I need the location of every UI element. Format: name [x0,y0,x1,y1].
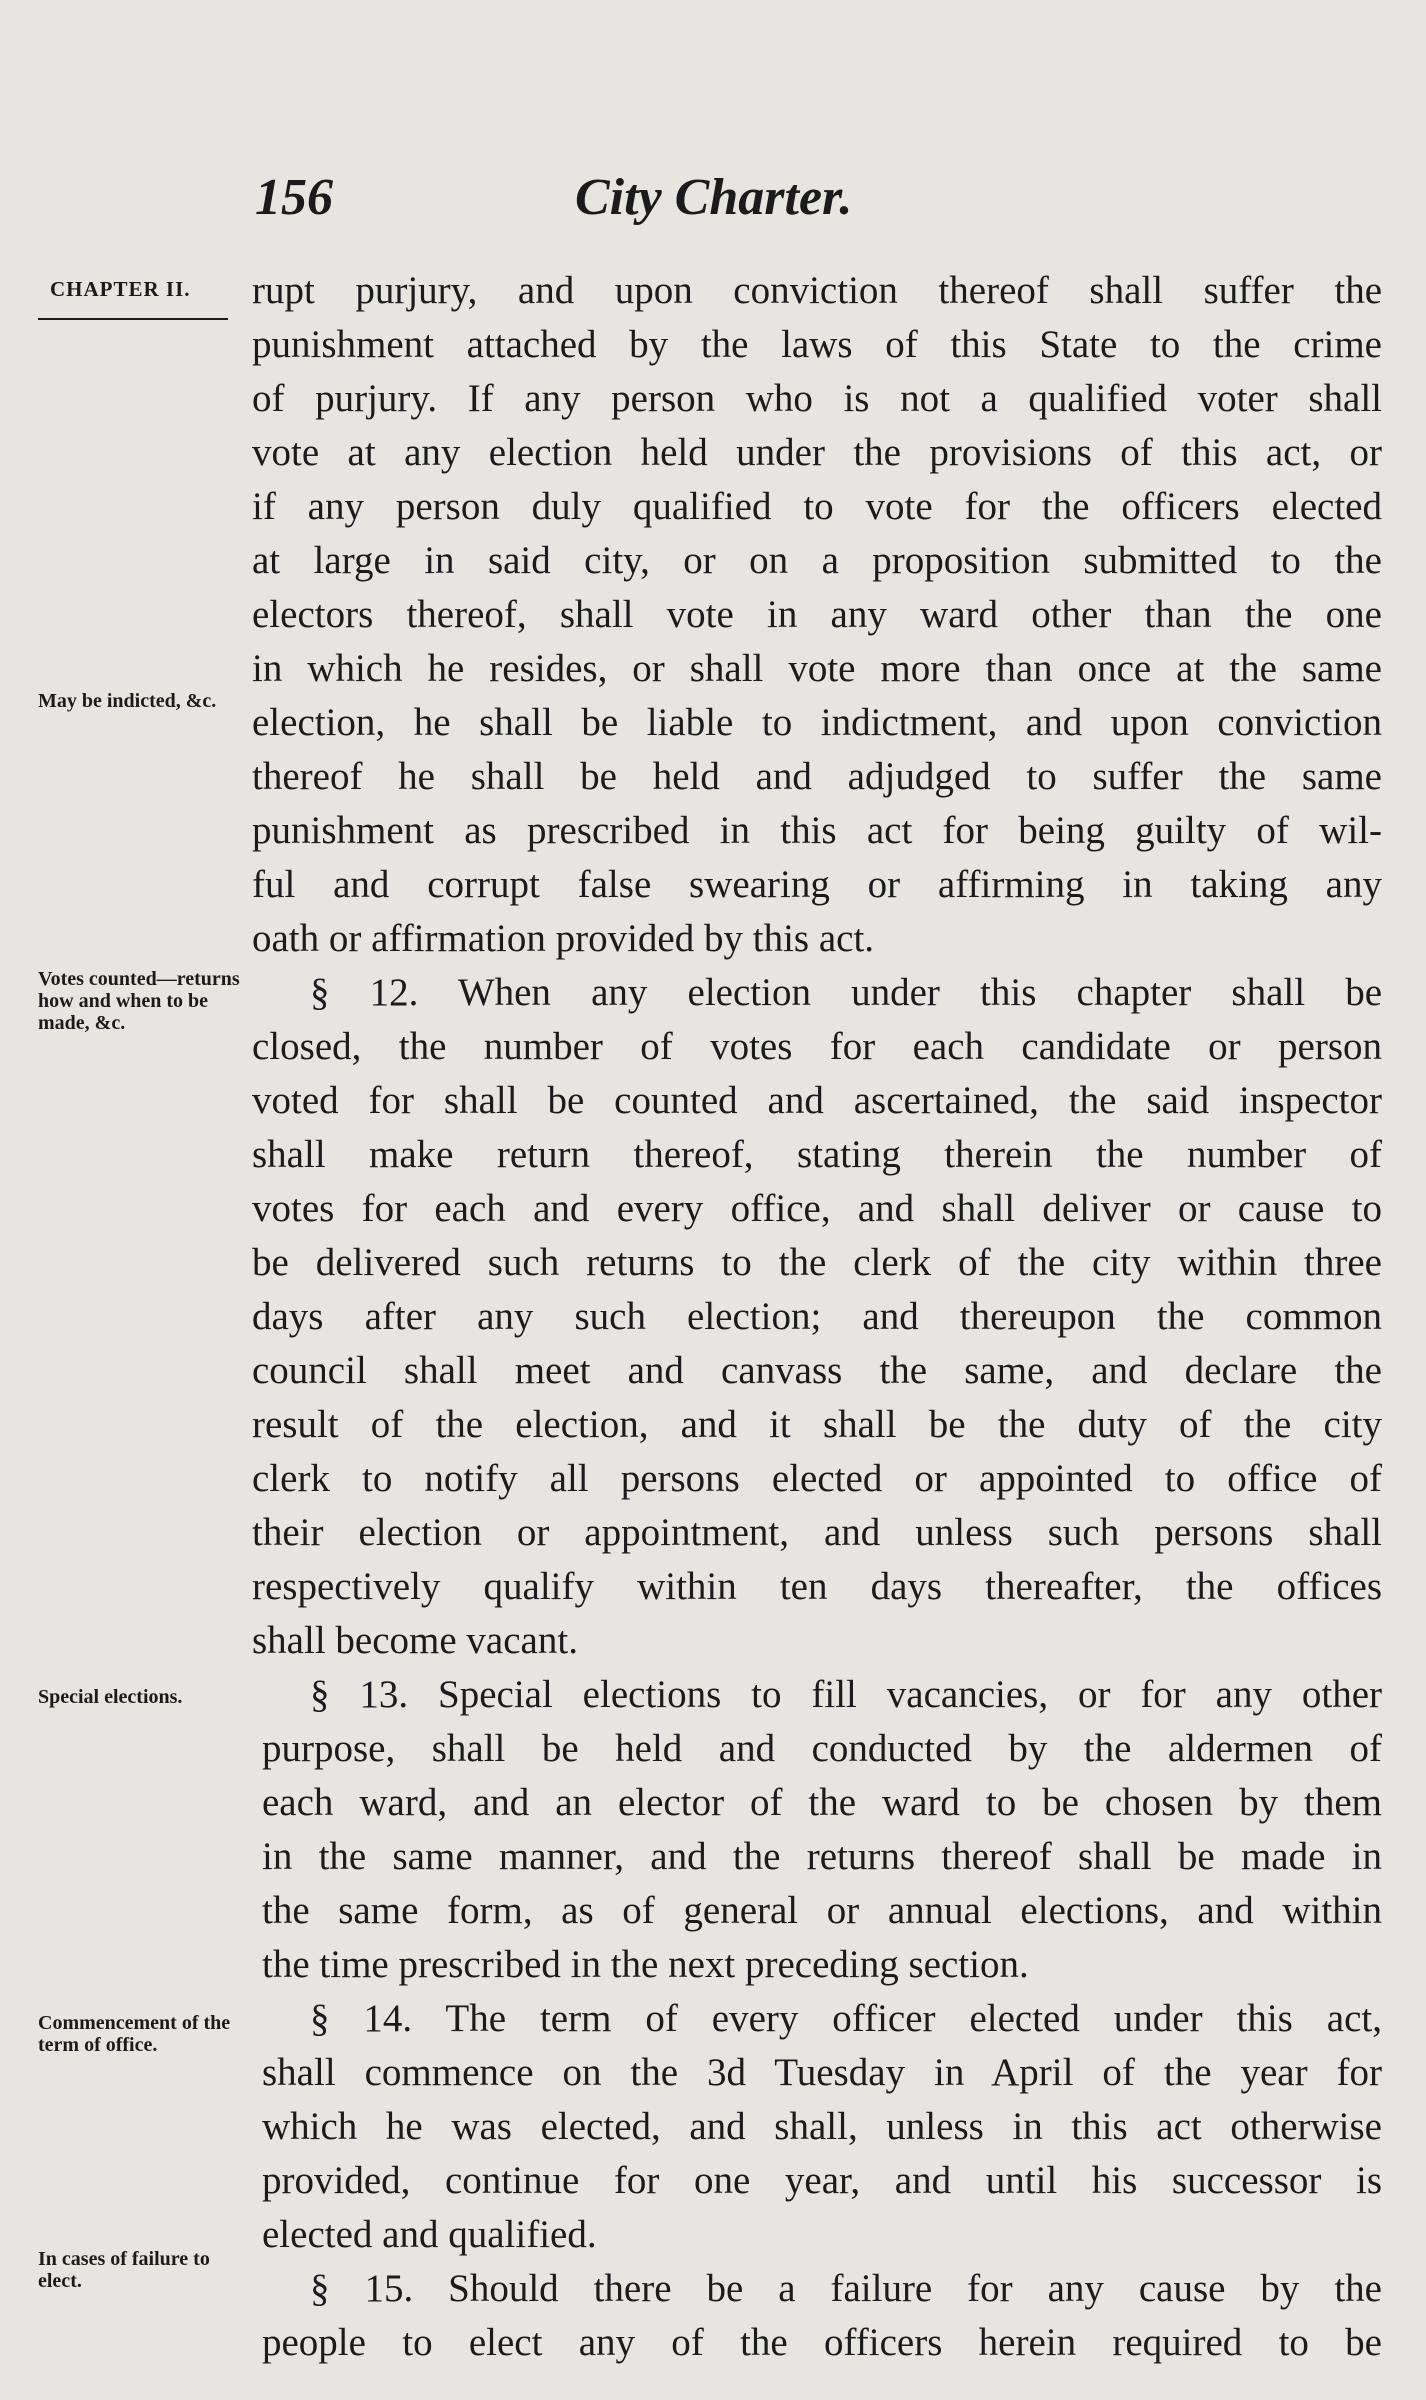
body-line: council shall meet and canvass the same, and declare the [252,1349,1382,1392]
chapter-label: CHAPTER II. [50,277,191,301]
body-line: respectively qualify within ten days thereafter, the offices [252,1565,1382,1608]
running-title: City Charter. [575,169,853,226]
chapter-rule [38,318,228,320]
body-line: closed, the number of votes for each candidate or person [252,1025,1382,1068]
body-line: the same form, as of general or annual elections, and within [262,1889,1382,1932]
body-line: in the same manner, and the returns thereof shall be made in [262,1835,1382,1878]
body-line: punishment as prescribed in this act for being guilty of wil- [252,809,1382,852]
body-line: oath or affirmation provided by this act. [252,917,875,960]
body-line: each ward, and an elector of the ward to be chosen by them [262,1781,1382,1824]
page-header [255,168,985,227]
body-line: which he was elected, and shall, unless in this act otherwise [262,2105,1382,2148]
body-line: clerk to notify all persons elected or appointed to office of [252,1457,1382,1500]
margin-note-indicted: May be indicted, &c. [38,690,217,712]
section-14-start: § 14. The term of every officer elected under this act, [310,1997,1382,2040]
body-line: election, he shall be liable to indictment, and upon conviction [252,701,1382,744]
body-line: their election or appointment, and unless such persons shall [252,1511,1382,1554]
section-15-start: § 15. Should there be a failure for any cause by the [310,2267,1382,2310]
body-line: people to elect any of the officers herein required to be [262,2321,1382,2364]
body-line: vote at any election held under the provisions of this act, or [252,431,1382,474]
section-13-start: § 13. Special elections to fill vacancies, or for any other [310,1673,1382,1716]
page-number: 156 [255,169,333,226]
margin-note-special-elections: Special elections. [38,1686,183,1708]
body-line: elected and qualified. [262,2213,597,2256]
margin-note-failure-to-elect: In cases of failure to elect. [38,2248,210,2292]
body-line: thereof he shall be held and adjudged to suffer the same [252,755,1382,798]
body-line: rupt purjury, and upon conviction thereof shall suffer the [252,269,1382,312]
body-line: in which he resides, or shall vote more than once at the same [252,647,1382,690]
body-line: electors thereof, shall vote in any ward other than the one [252,593,1382,636]
body-line: provided, continue for one year, and until his successor is [262,2159,1382,2202]
body-line: days after any such election; and thereupon the common [252,1295,1382,1338]
section-12-start: § 12. When any election under this chapter shall be [310,971,1382,1014]
body-line: votes for each and every office, and shall deliver or cause to [252,1187,1382,1230]
margin-note-commencement: Commencement of the term of office. [38,2012,231,2056]
body-line: the time prescribed in the next preceding section. [262,1943,1029,1986]
body-line: result of the election, and it shall be the duty of the city [252,1403,1382,1446]
body-line: be delivered such returns to the clerk of the city within three [252,1241,1382,1284]
body-line: of purjury. If any person who is not a qualified voter shall [252,377,1382,420]
body-line: shall commence on the 3d Tuesday in April of the year for [262,2051,1382,2094]
body-line: punishment attached by the laws of this State to the crime [252,323,1382,366]
body-line: voted for shall be counted and ascertained, the said inspector [252,1079,1382,1122]
body-line: if any person duly qualified to vote for the officers elected [252,485,1382,528]
body-line: shall make return thereof, stating therein the number of [252,1133,1382,1176]
body-line: ful and corrupt false swearing or affirming in taking any [252,863,1382,906]
body-line: at large in said city, or on a proposition submitted to the [252,539,1382,582]
margin-note-votes-counted: Votes counted—returns how and when to be made, &c. [38,968,240,1034]
body-line: shall become vacant. [252,1619,578,1662]
body-line: purpose, shall be held and conducted by the aldermen of [262,1727,1382,1770]
